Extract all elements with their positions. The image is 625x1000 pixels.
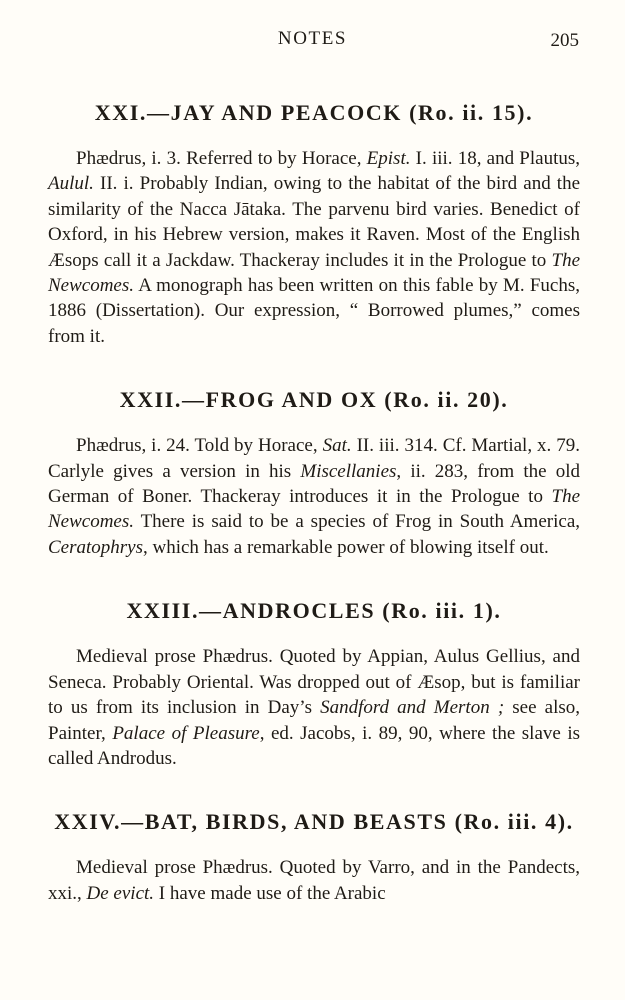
note-section <box>48 596 580 771</box>
section-heading: XXI.—JAY AND PEACOCK (Ro. ii. 15). <box>94 100 534 125</box>
text-run: , ii. 283, from the old German of Boner. Thackeray introduces it in the Prologue to <box>48 460 580 508</box>
text-run: I have made use of the Arabic <box>154 882 386 904</box>
running-title: NOTES <box>277 28 348 49</box>
text-run: Phædrus, i. 24. Told by Horace, <box>76 435 323 457</box>
italic-text: Epist. <box>366 148 411 169</box>
text-run: Medieval prose Phædrus. Quoted by Appian, Aulus Gellius, and Seneca. Probably Oriental. Was dropped out of Æsop, but is familiar to us from its inclusion in Day’s <box>48 646 580 719</box>
text-run: Phædrus, i. 3. Referred to by Horace, <box>76 148 367 169</box>
italic-text: The Newcomes. <box>48 486 580 533</box>
note-section <box>48 807 580 906</box>
notes-content <box>48 98 580 906</box>
italic-text: Aulul. <box>48 173 94 195</box>
italic-text: De evict. <box>86 882 155 904</box>
text-run: , which has a remarkable power of blowing itself out. <box>143 536 549 558</box>
text-run: There is said to be a species of Frog in South America, <box>134 511 580 533</box>
italic-text: Miscellanies <box>300 460 397 482</box>
italic-text: Ceratophrys <box>48 536 143 558</box>
italic-text: Palace of Pleasure <box>112 722 260 744</box>
text-run: , ed. Jacobs, i. 89, 90, where the slave is called Androdus. <box>48 722 580 769</box>
text-run: II. iii. 314. Cf. Martial, x. 79. Carlyle gives a version in his <box>48 435 580 482</box>
text-run: A monograph has been written on this fable by M. Fuchs, 1886 (Dissertation). Our expression, “ Borrowed plumes,” comes from it. <box>48 275 580 347</box>
section-heading: XXIV.—BAT, BIRDS, AND BEASTS (Ro. iii. 4). <box>54 809 574 835</box>
italic-text: Sat. <box>322 435 352 457</box>
text-run: II. i. Probably Indian, owing to the habitat of the bird and the similarity of the Nacca Jātaka. The parvenu bird varies. Benedict of Oxford, in his Hebrew version, makes it Raven. Most of the English Æsops call it a Jackdaw. Thackeray includes it in the Prologue to <box>48 173 580 271</box>
section-paragraph <box>48 855 580 906</box>
running-head <box>0 28 625 54</box>
section-paragraph <box>48 146 580 349</box>
page-number: 205 <box>550 30 579 51</box>
text-run: I. iii. 18, and Plautus, <box>410 148 580 169</box>
italic-text: Sandford and Merton ; <box>320 697 505 719</box>
section-paragraph <box>48 433 580 560</box>
text-run: Medieval prose Phædrus. Quoted by Varro, and in the Pandects, xxi., <box>48 857 580 904</box>
note-section <box>48 98 580 349</box>
text-run: see also, Painter, <box>48 697 580 744</box>
italic-text: The Newcomes. <box>48 249 580 297</box>
section-paragraph <box>48 644 580 771</box>
note-section <box>48 385 580 560</box>
section-heading: XXIII.—ANDROCLES (Ro. iii. 1). <box>126 598 502 624</box>
section-heading: XXII.—FROG AND OX (Ro. ii. 20). <box>119 387 509 413</box>
